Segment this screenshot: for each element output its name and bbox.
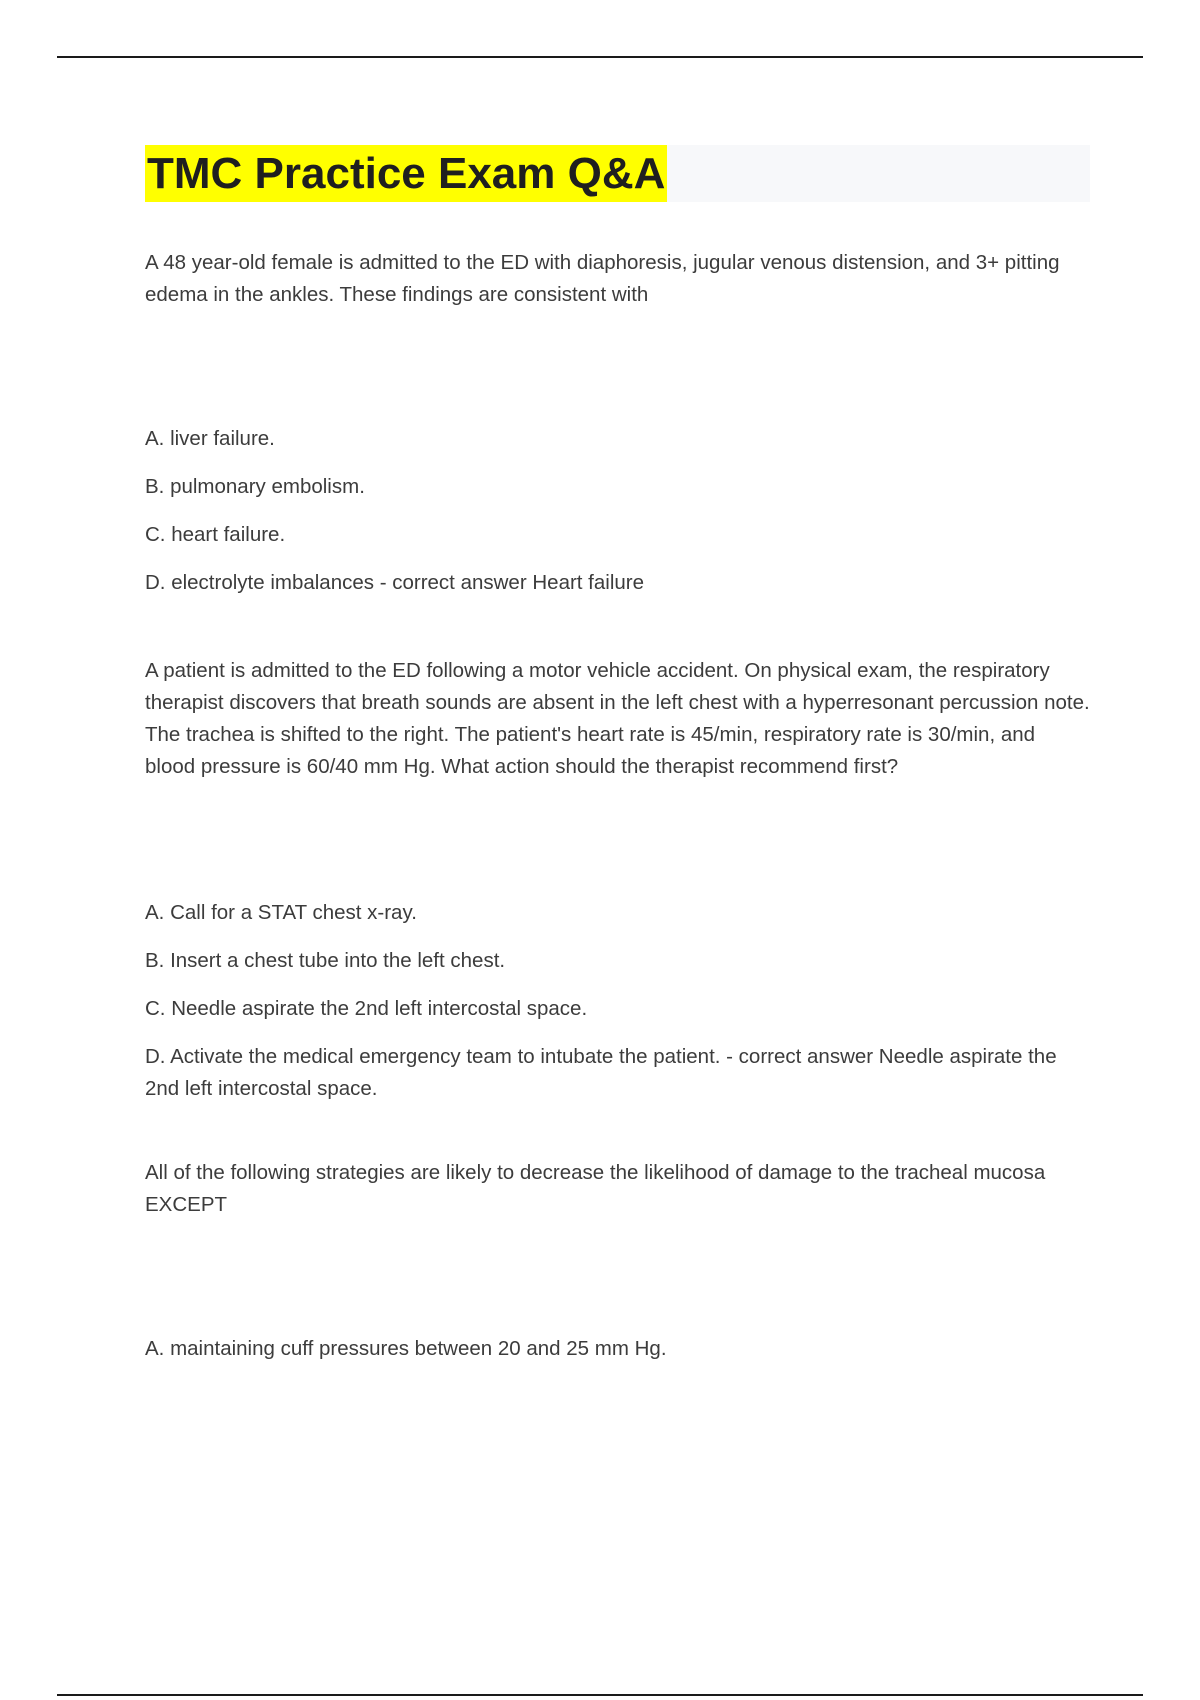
- question-2-option-d: D. Activate the medical emergency team to intubate the patient. - correct answer Needle aspirate the 2nd left intercostal space.: [145, 1045, 1057, 1100]
- question-2-stem: A patient is admitted to the ED following a motor vehicle accident. On physical exam, the respiratory therapist discovers that breath sounds are absent in the left chest with a hyperresonant percussion note. The trachea is shifted to the right. The patient's heart rate is 45/min, respiratory rate is 30/min, and blood pressure is 60/40 mm Hg. What action should the therapist recommend first?: [145, 659, 1090, 778]
- question-1-option-a: A. liver failure.: [145, 427, 275, 450]
- document-body: [145, 145, 1090, 1365]
- top-rule: [57, 56, 1143, 58]
- question-3-stem: All of the following strategies are likely to decrease the likelihood of damage to the tracheal mucosa EXCEPT: [145, 1161, 1046, 1216]
- title-row: [145, 145, 1090, 202]
- question-2-option-c: C. Needle aspirate the 2nd left intercostal space.: [145, 997, 588, 1020]
- question-2-options: [145, 897, 1090, 1105]
- question-2-option-a: A. Call for a STAT chest x-ray.: [145, 901, 417, 924]
- question-3-option-a: A. maintaining cuff pressures between 20 and 25 mm Hg.: [145, 1337, 667, 1360]
- question-1-options: [145, 423, 1090, 599]
- question-3-options: [145, 1333, 1090, 1365]
- question-2-option-b: B. Insert a chest tube into the left chest.: [145, 949, 506, 972]
- page-title: TMC Practice Exam Q&A: [145, 145, 667, 202]
- question-1-stem: A 48 year-old female is admitted to the ED with diaphoresis, jugular venous distension, and 3+ pitting edema in the ankles. These findings are consistent with: [145, 251, 1060, 306]
- question-1-option-b: B. pulmonary embolism.: [145, 475, 365, 498]
- bottom-rule: [57, 1694, 1143, 1696]
- question-1-option-d: D. electrolyte imbalances - correct answer Heart failure: [145, 571, 645, 594]
- question-1-option-c: C. heart failure.: [145, 523, 286, 546]
